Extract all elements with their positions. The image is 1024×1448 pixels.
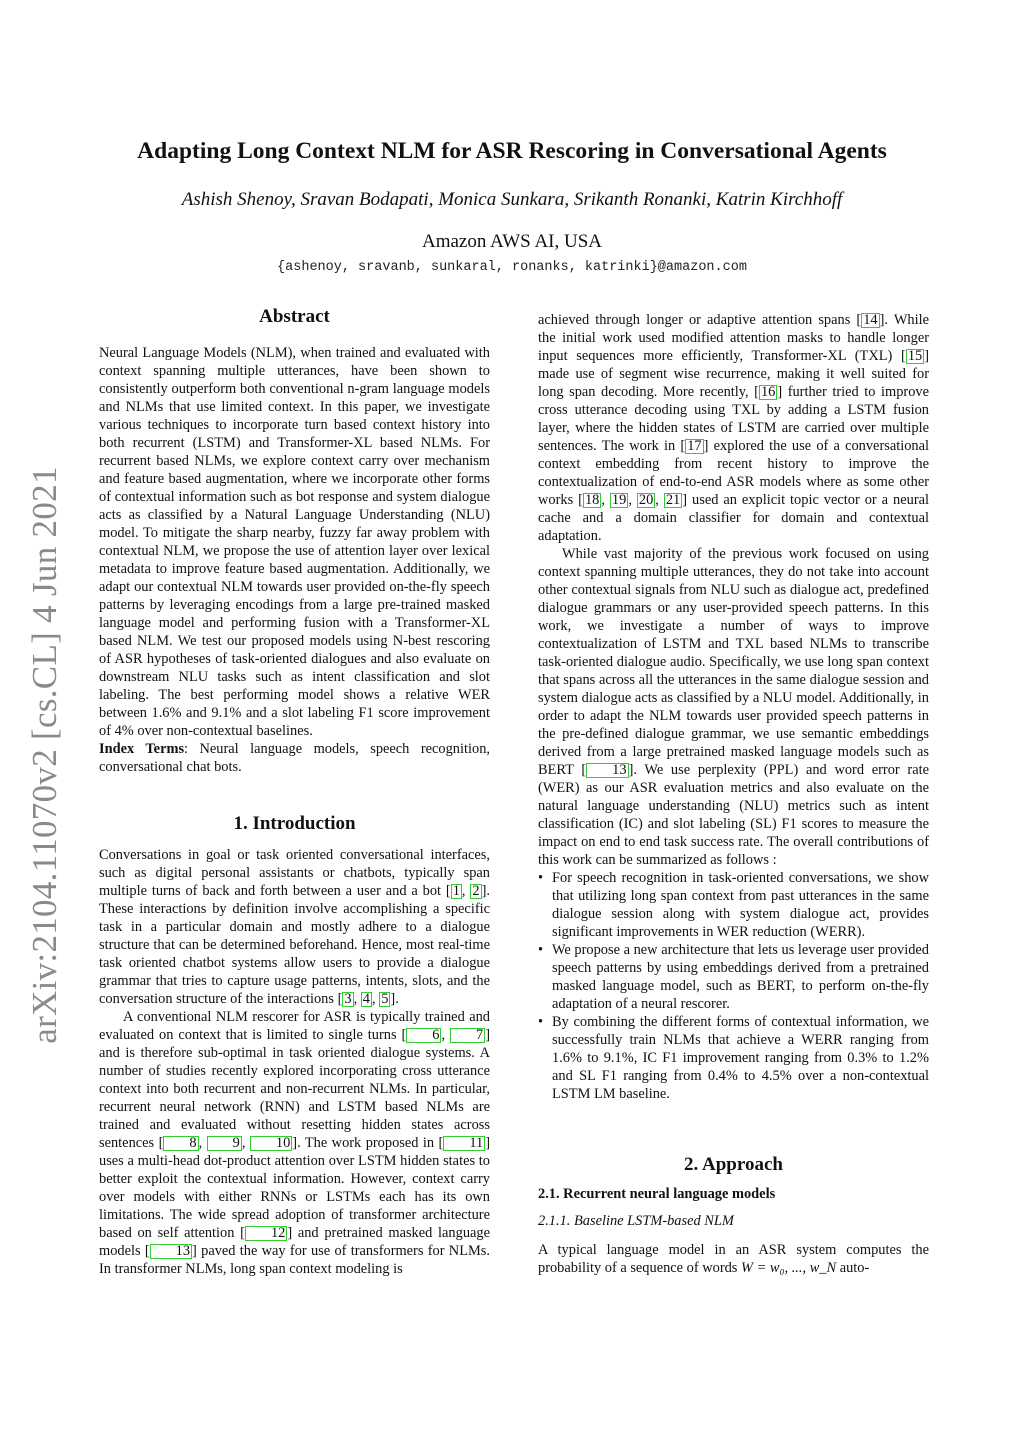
contribution-item: • By combining the different forms of contextual information, we successfully train NLMs that achieve a WERR ranging from 1.6% to 9.1%, IC F1 improvement ranging from 0.3% to 1.2% and SL F1 ranging from 0.4% to 4.5% over a non-contextual LSTM LM baseline. — [538, 1013, 929, 1103]
index-terms — [99, 740, 490, 776]
citation-link[interactable]: 12 — [245, 1226, 287, 1241]
intro-paragraph-4: While vast majority of the previous work focused on using context spanning multiple utterances, they do not take into account other contextual signals from NLU such as dialogue act, predefined dialogue grammars or any user-provided speech patterns. In this work, we investigate a number of ways to improve contextualization of LSTM and TXL based NLMs to transcribe task-oriented dialogue audio. Specifically, we use long span context that spans across all the utterances in the same dialogue session and system dialogue acts as classified by a NLU model. Additionally, in order to adapt the NLM towards user provided speech patterns in the pre-defined dialogue grammar, we use semantic embeddings derived from a large pretrained masked language models such as BERT [ 13 ]. We use perplexity (PPL) and word error rate (WER) as our ASR evaluation metrics and also evaluate on the natural language understanding (NLU) metrics such as intent classification (IC) and slot labeling (SL) F1 scores to measure the impact on end to end task success rate. The overall contributions of this work can be summarized as follows : — [538, 546, 929, 868]
index-terms-text: : Neural language models, speech recognition, conversational chat bots. — [99, 741, 490, 775]
paper-title: Adapting Long Context NLM for ASR Rescoring in Conversational Agents — [137, 138, 887, 164]
abstract — [99, 344, 490, 776]
citation-link[interactable]: 1 — [452, 883, 460, 899]
citation-link[interactable]: 20 — [638, 492, 654, 508]
citation-link[interactable]: 16 — [760, 384, 776, 400]
citation-link[interactable]: 6 — [406, 1028, 441, 1043]
citation-link[interactable]: 21 — [665, 492, 681, 508]
citation-link[interactable]: 18 — [584, 492, 600, 508]
section-2-1-1-heading: 2.1.1. Baseline LSTM-based NLM — [538, 1213, 734, 1229]
author-emails: {ashenoy, sravanb, sunkaral, ronanks, katrinki}@amazon.com — [277, 260, 747, 275]
citation-link[interactable]: 13 — [586, 763, 628, 778]
authors: Ashish Shenoy, Sravan Bodapati, Monica Sunkara, Srikanth Ronanki, Katrin Kirchhoff — [181, 189, 843, 210]
intro-right — [538, 311, 929, 1103]
contributions-list — [538, 869, 929, 1103]
index-terms-label: Index Terms — [99, 741, 185, 757]
citation-link[interactable]: 10 — [250, 1136, 292, 1151]
intro-heading: 1. Introduction — [233, 813, 356, 834]
citation-link[interactable]: 4 — [362, 991, 370, 1007]
approach-text — [538, 1241, 929, 1277]
intro-paragraph-1: Conversations in goal or task oriented conversational interfaces, such as digital personal assistants or chatbots, typically span multiple turns of back and forth between a user and a bot [ 1 , 2 ]. These interactions by definition involve accomplishing a specific task in a particular domain and mostly adhere to a dialogue structure that can be determined beforehand. Hence, most real-time task oriented chatbot systems allow users to provide a dialogue grammar that tries to capture usage patterns, intents, slots, and the conversation structure of the interactions [ 3 , 4 , 5 ]. — [99, 847, 490, 1007]
citation-link[interactable]: 17 — [687, 438, 702, 454]
arxiv-side-label: arXiv:2104.11070v2 [cs.CL] 4 Jun 2021 — [25, 466, 64, 1044]
citation-link[interactable]: 3 — [344, 991, 352, 1007]
citation-link[interactable]: 5 — [381, 991, 389, 1007]
citation-link[interactable]: 7 — [450, 1028, 485, 1043]
intro-paragraph-2: A conventional NLM rescorer for ASR is typically trained and evaluated on context that is limited to single turns [ 6 , 7 ] and is therefore sub-optimal in task oriented dialogue systems. A number of studies recently explored incorporating cross utterance context into both recurrent and non-recurrent NLMs. In particular, recurrent neural network (RNN) and LSTM based NLMs are trained and evaluated without resetting hidden states across sentences [ 8 , 9 , 10 ]. The work proposed in [ 11 ] uses a multi-head dot-product attention over LSTM hidden states to better exploit the contextual information. However, context carry over models with either RNNs or LSTMs each has its own limitations. The wide spread adoption of transformer architecture based on self attention [ 12 ] and pretrained masked language models [ 13 ] paved the way for use of transformers for NLMs. In transformer NLMs, long span context modeling is — [99, 1009, 490, 1277]
citation-link[interactable]: 11 — [443, 1136, 485, 1151]
citation-link[interactable]: 13 — [150, 1244, 192, 1259]
approach-paragraph-1: A typical language model in an ASR system computes the probability of a sequence of words W = w₀, ..., w_N auto- — [538, 1242, 929, 1276]
citation-link[interactable]: 8 — [163, 1136, 198, 1151]
section-2-1-heading: 2.1. Recurrent neural language models — [538, 1186, 776, 1202]
citation-link[interactable]: 2 — [472, 883, 480, 899]
affiliation: Amazon AWS AI, USA — [421, 231, 603, 252]
approach-heading: 2. Approach — [684, 1154, 783, 1175]
citation-link[interactable]: 19 — [611, 492, 627, 508]
contribution-item: • We propose a new architecture that lets us leverage user provided speech patterns by using embeddings derived from a pretrained masked language model, such as BERT, to perform on-the-fly adaptation of a neural rescorer. — [538, 941, 929, 1013]
abstract-text: Neural Language Models (NLM), when trained and evaluated with context spanning multiple utterances, have been shown to consistently outperform both conventional n-gram language models and NLMs that use limited context. In this paper, we investigate various techniques to incorporate turn based context history into both recurrent (LSTM) and Transformer-XL based NLMs. For recurrent based NLMs, we explore context carry over mechanism and feature based augmentation, where we incorporate other forms of contextual information such as bot response and system dialogue acts as classified by a Natural Language Understanding (NLU) model. To mitigate the sharp nearby, fuzzy far away problem with contextual NLM, we propose the use of attention layer over lexical metadata to improve feature based augmentation. Additionally, we adapt our contextual NLM towards user provided on-the-fly speech patterns by leveraging encodings from a large pre-trained masked language model and performing fusion with a Transformer-XL based NLM. We test our proposed models using N-best rescoring of ASR hypotheses of task-oriented dialogues and also evaluate on downstream NLU tasks such as intent classification and slot labeling. The best performing model shows a relative WER between 1.6% and 9.1% and a slot labeling F1 score improvement of 4% over non-contextual baselines. — [99, 345, 490, 739]
citation-link[interactable]: 14 — [863, 312, 878, 328]
citation-link[interactable]: 9 — [207, 1136, 242, 1151]
math-expression: W = w₀, ..., w_N — [741, 1260, 837, 1276]
abstract-heading: Abstract — [259, 306, 330, 327]
intro-left — [99, 846, 490, 1278]
contribution-item: • For speech recognition in task-oriented conversations, we show that utilizing long span context from past utterances in the same dialogue session along with system dialogue act, provides significant improvements in WER reduction (WERR). — [538, 869, 929, 941]
intro-paragraph-3: achieved through longer or adaptive attention spans [ 14 ]. While the initial work used modified attention masks to handle longer input sequences more efficiently, Transformer-XL (TXL) [ 15 ] made use of segment wise recurrence, making it well suited for long span decoding. More recently, [ 16 ] further tried to improve cross utterance decoding using TXL by adding a LSTM fusion layer, where the hidden states of LSTM are carried over multiple sentences. The work in [ 17 ] explored the use of a conversational context embedding from recent history to improve the contextualization of end-to-end ASR models where as some other works [ 18 , 19 , 20 , 21 ] used an explicit topic vector or a neural cache and a domain classifier for domain and contextual adaptation. — [538, 312, 929, 544]
citation-link[interactable]: 15 — [907, 348, 923, 364]
